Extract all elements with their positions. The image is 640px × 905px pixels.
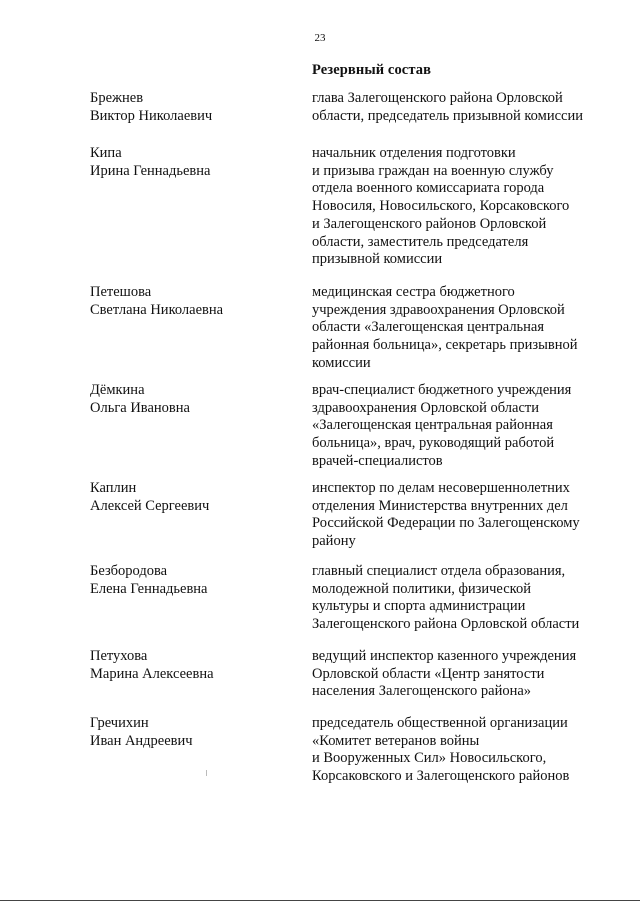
member-given-names: Алексей Сергеевич: [90, 497, 210, 514]
member-position: [312, 648, 612, 701]
member-name: [90, 480, 290, 515]
member-surname: Петешова: [90, 284, 152, 300]
member-position-line: районная больница», секретарь призывной: [312, 337, 578, 354]
member-position: [312, 90, 612, 125]
member-position-line: и Залегощенского районов Орловской: [312, 215, 547, 232]
member-position-line: и призыва граждан на военную службу: [312, 162, 554, 179]
member-name: [90, 284, 290, 319]
member-position: [312, 145, 612, 269]
member-surname: Безбородова: [90, 563, 168, 579]
member-surname: Гречихин: [90, 715, 149, 731]
member-name: [90, 648, 290, 683]
member-position-line: культуры и спорта администрации: [312, 598, 526, 615]
member-name: [90, 90, 290, 125]
member-given-names: Марина Алексеевна: [90, 665, 214, 682]
member-surname: Каплин: [90, 480, 137, 496]
member-position-line: и Вооруженных Сил» Новосильского,: [312, 750, 547, 767]
member-position-line: Корсаковского и Залегощенского районов: [312, 768, 570, 785]
member-position-line: Залегощенского района Орловской области: [312, 616, 580, 633]
member-position-line: начальник отделения подготовки: [312, 145, 516, 161]
member-given-names: Иван Андреевич: [90, 732, 193, 749]
member-position: [312, 480, 612, 551]
member-position-line: больница», врач, руководящий работой: [312, 435, 555, 452]
member-position-line: отдела военного комиссариата города: [312, 180, 545, 197]
member-position-line: Российской Федерации по Залегощенскому: [312, 515, 580, 532]
member-position-line: молодежной политики, физической: [312, 580, 531, 597]
member-surname: Дёмкина: [90, 382, 145, 398]
member-position-line: глава Залегощенского района Орловской: [312, 90, 563, 106]
member-position-line: отделения Министерства внутренних дел: [312, 497, 568, 514]
member-position: [312, 284, 612, 373]
member-surname: Кипа: [90, 145, 122, 161]
member-position: [312, 382, 612, 471]
member-position: [312, 715, 612, 786]
member-surname: Петухова: [90, 648, 148, 664]
member-surname: Брежнев: [90, 90, 144, 106]
member-name: [90, 715, 290, 750]
member-name: [90, 145, 290, 180]
member-given-names: Ольга Ивановна: [90, 399, 190, 416]
member-position-line: главный специалист отдела образования,: [312, 563, 566, 579]
member-position-line: медицинская сестра бюджетного: [312, 284, 515, 300]
scan-artifact: [206, 770, 207, 776]
member-position-line: району: [312, 533, 356, 550]
member-name: [90, 563, 290, 598]
member-name: [90, 382, 290, 417]
member-position-line: населения Залегощенского района»: [312, 683, 532, 700]
member-position-line: «Залегощенская центральная районная: [312, 417, 553, 434]
member-position-line: председатель общественной организации: [312, 715, 568, 731]
member-position-line: врач-специалист бюджетного учреждения: [312, 382, 572, 398]
member-position-line: Новосиля, Новосильского, Корсаковского: [312, 198, 570, 215]
section-title: Резервный состав: [312, 62, 432, 78]
member-position-line: области, председатель призывной комиссии: [312, 107, 583, 124]
member-position-line: призывной комиссии: [312, 251, 443, 268]
member-position-line: врачей-специалистов: [312, 452, 443, 469]
member-position-line: здравоохранения Орловской области: [312, 399, 539, 416]
member-given-names: Светлана Николаевна: [90, 301, 224, 318]
member-position-line: Орловской области «Центр занятости: [312, 665, 545, 682]
member-position-line: учреждения здравоохранения Орловской: [312, 301, 565, 318]
member-given-names: Елена Геннадьевна: [90, 580, 208, 597]
member-position: [312, 563, 612, 634]
member-given-names: Ирина Геннадьевна: [90, 162, 211, 179]
page-number: 23: [314, 32, 326, 44]
member-position-line: «Комитет ветеранов войны: [312, 732, 480, 749]
member-given-names: Виктор Николаевич: [90, 107, 213, 124]
member-position-line: области, заместитель председателя: [312, 233, 529, 250]
page-bottom-edge: [0, 900, 640, 901]
member-position-line: комиссии: [312, 354, 371, 371]
member-position-line: области «Залегощенская центральная: [312, 319, 545, 336]
member-position-line: инспектор по делам несовершеннолетних: [312, 480, 570, 496]
member-position-line: ведущий инспектор казенного учреждения: [312, 648, 577, 664]
